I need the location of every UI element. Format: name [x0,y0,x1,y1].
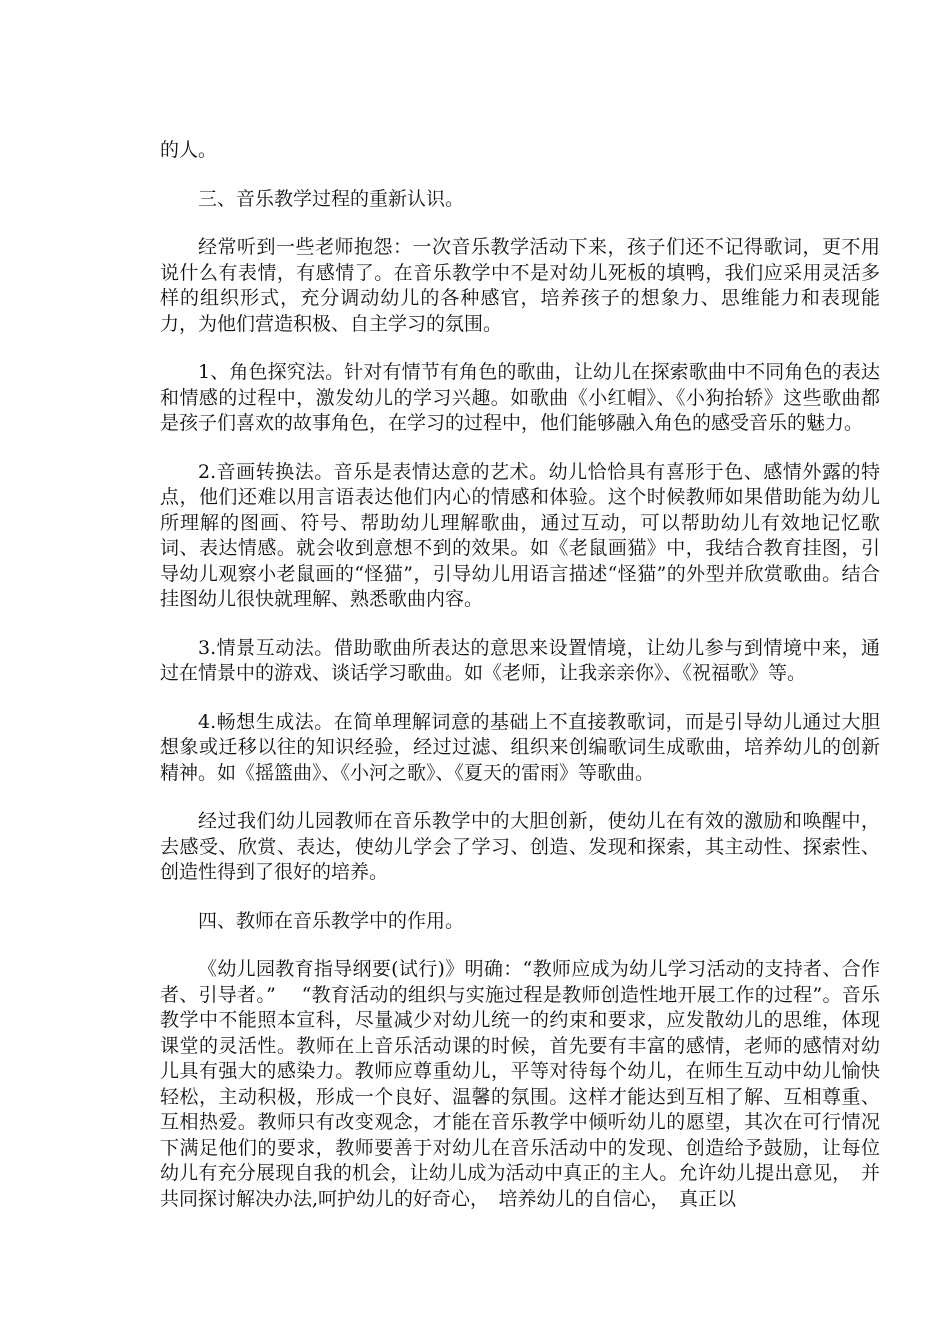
document-body [160,138,880,1235]
body-paragraph-imagination: 4.畅想生成法。在简单理解词意的基础上不直接教歌词，而是引导幼儿通过大胆想象或迁移以往的知识经验，经过过滤、组织来创编歌词生成歌曲，培养幼儿的创新精神。如《摇篮曲》、《小河之歌》、《夏天的雷雨》等歌曲。 [160,710,880,784]
section-heading-four: 四、教师在音乐教学中的作用。 [198,909,465,932]
body-paragraph-picture-conversion: 2.音画转换法。音乐是表情达意的艺术。幼儿恰恰具有喜形于色、感情外露的特点，他们还难以用言语表达他们内心的情感和体验。这个时候教师如果借助能为幼儿所理解的图画、符号、帮助幼儿理解歌曲，通过互动，可以帮助幼儿有效地记忆歌词、表达情感。就会收到意想不到的效果。如《老鼠画猫》中，我结合教育挂图，引导幼儿观察小老鼠画的“怪猫”，引导幼儿用语言描述“怪猫”的外型并欣赏歌曲。结合挂图幼儿很快就理解、熟悉歌曲内容。 [160,460,880,610]
section-heading-three: 三、音乐教学过程的重新认识。 [198,187,465,210]
body-paragraph: 经常听到一些老师抱怨：一次音乐教学活动下来，孩子们还不记得歌词，更不用说什么有表情，有感情了。在音乐教学中不是对幼儿死板的填鸭，我们应采用灵活多样的组织形式，充分调动幼儿的各种感官，培养孩子的想象力、思维能力和表现能力，为他们营造积极、自主学习的氛围。 [160,236,880,335]
body-paragraph-summary: 经过我们幼儿园教师在音乐教学中的大胆创新，使幼儿在有效的激励和唤醒中，去感受、欣赏、表达，使幼儿学会了学习、创造、发现和探索，其主动性、探索性、创造性得到了很好的培养。 [160,810,880,883]
continuation-paragraph: 的人。 [160,139,218,161]
body-paragraph-scene-interaction: 3.情景互动法。借助歌曲所表达的意思来设置情境，让幼儿参与到情境中来，通过在情景中的游戏、谈话学习歌曲。如《老师，让我亲亲你》、《祝福歌》等。 [160,636,880,684]
body-paragraph-role-exploration: 1、角色探究法。针对有情节有角色的歌曲，让幼儿在探索歌曲中不同角色的表达和情感的过程中，激发幼儿的学习兴趣。如歌曲《小红帽》、《小狗抬轿》这些歌曲都是孩子们喜欢的故事角色，在学习的过程中，他们能够融入角色的感受音乐的魅力。 [160,361,880,434]
body-paragraph-teacher-role: 《幼儿园教育指导纲要(试行)》明确：“教师应成为幼儿学习活动的支持者、合作者、引导者。” “教育活动的组织与实施过程是教师创造性地开展工作的过程”。音乐教学中不能照本宣科，尽量减少对幼儿统一的约束和要求，应发散幼儿的思维，体现课堂的灵活性。教师在上音乐活动课的时候，首先要有丰富的感情，老师的感情对幼儿具有强大的感染力。教师应尊重幼儿，平等对待每个幼儿，在师生互动中幼儿愉快轻松，主动积极，形成一个良好、温馨的氛围。这样才能达到互相了解、互相尊重、互相热爱。教师只有改变观念，才能在音乐教学中倾听幼儿的愿望，其次在可行情况下满足他们的要求，教师要善于对幼儿在音乐活动中的发现、创造给予鼓励，让每位幼儿有充分展现自我的机会，让幼儿成为活动中真正的主人。允许幼儿提出意见， 并共同探讨解决办法,呵护幼儿的好奇心， 培养幼儿的自信心， 真正以 [160,958,880,1210]
